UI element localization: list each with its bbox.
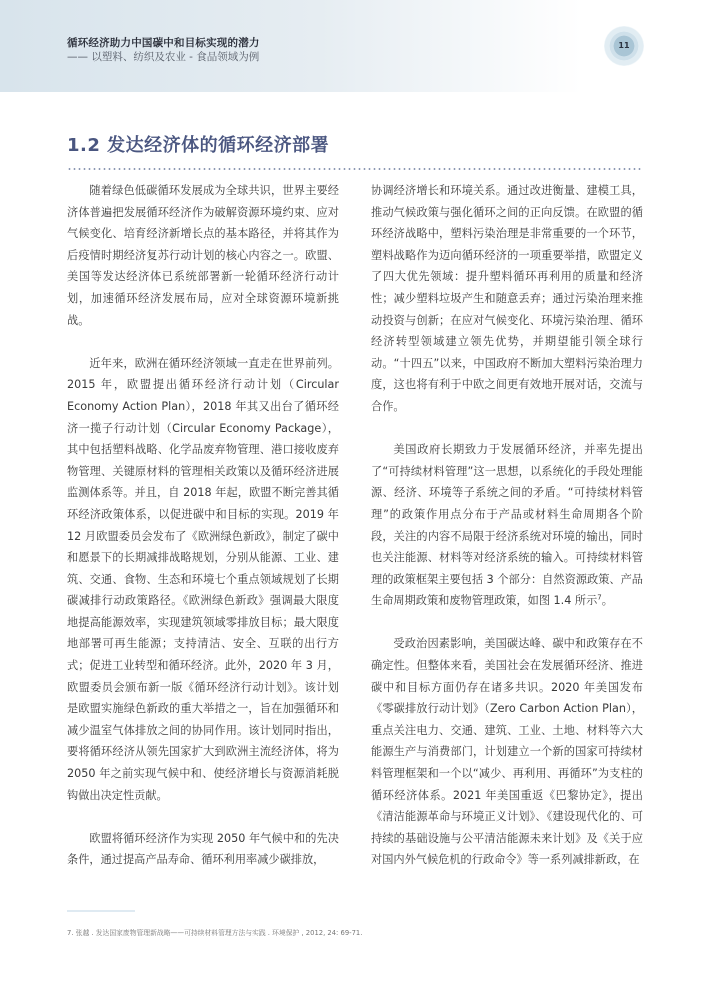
paragraph-us-politics: 受政治因素影响，美国碳达峰、碳中和政策存在不确定性。但整体来看，美国社会在发展循环经济、推进碳中和目标方面仍存在诸多共识。2020 年美国发布《零碳排放行动计划》（Zero Carbon Action Plan），重点关注电力、交通、建筑、工业、土地、材料等六大能源生产与消费部门，计划建立一个新的国家可持续材料管理框架和一个以“减少、再利用、再循环”为支柱的循环经济体系。2021 年美国重返《巴黎协定》，提出《清洁能源革命与环境正义计划》、《建设现代化的、可持续的基础设施与公平清洁能源未来计划》及《关于应对国内外气候危机的行政命令》等一系列减排新政，在 [371,637,643,867]
paragraph-us-policy-text: 美国政府长期致力于发展循环经济，并率先提出了“可持续材料管理”这一思想，以系统化的手段处理能源、经济、环境等子系统之间的矛盾。“可持续材料管理”的政策作用点分布于产品或材料生命周期各个阶段，关注的内容不局限于经济系统对环境的输出，同时也关注能源、材料等对经济系统的输入。可持续材料管理的政策框架主要包括 3 个部分：自然资源政策、产品生命周期政策和废物管理政策，如图 1.4 所示 [371,443,643,608]
running-title: 循环经济助力中国碳中和目标实现的潜力 [67,37,260,49]
paragraph-continuation: 协调经济增长和环境关系。通过改进衡量、建模工具，推动气候政策与强化循环之间的正向反馈。在欧盟的循环经济战略中，塑料污染治理是非常重要的一个环节，塑料战略作为迈向循环经济的一项重要举措，欧盟定义了四大优先领域：提升塑料循环再利用的质量和经济性；减少塑料垃圾产生和随意丢弃；通过污染治理来推动投资与创新；在应对气候变化、环境污染治理、循环经济转型领域建立领先优势，并期望能引领全球行动。“十四五”以来，中国政府不断加大塑料污染治理力度，这也将有利于中欧之间更有效地开展对话，交流与合作。 [371,184,643,413]
running-subtitle: —— 以塑料、纺织及农业 - 食品领域为例 [67,51,260,63]
paragraph-us-policy-end: 。 [601,594,613,608]
footnote: 7. 张越 . 发达国家废物管理新战略——可持续材料管理方法与实践 . 环境保护 , 2012, 24: 69-71. [67,929,363,937]
dotted-divider [67,168,643,170]
paragraph-eu-climate: 欧盟将循环经济作为实现 2050 年气候中和的先决条件，通过提高产品寿命、循环利用率减少碳排放， [67,831,339,867]
page-number: 11 [618,41,630,50]
paragraph-intro: 随着绿色低碳循环发展成为全球共识，世界主要经济体普遍把发展循环经济作为破解资源环境约束、应对气候变化、培育经济新增长点的基本路径，并将其作为后疫情时期经济复苏行动计划的核心内容之一。欧盟、美国等发达经济体已系统部署新一轮循环经济行动计划，加速循环经济发展布局，应对全球资源环境新挑战。 [67,184,339,327]
paragraph-europe: 近年来，欧洲在循环经济领域一直走在世界前列。2015 年，欧盟提出循环经济行动计划（Circular Economy Action Plan），2018 年其又出台了循环经济一揽子行动计划（Circular Economy Package），其中包括塑料战略、化学品废弃物管理、港口接收废弃物管理、关键原材料的管理相关政策以及循环经济进展监测体系等。并且，自 2018 年起，欧盟不断完善其循环经济政策体系，以促进碳中和目标的实现。2019 年 12 月欧盟委员会发布了《欧洲绿色新政》，制定了碳中和愿景下的长期减排战略规划，分别从能源、工业、建筑、交通、食物、生态和环境七个重点领域规划了长期碳减排行动政策路径。《欧洲绿色新政》强调最大限度地提高能源效率，实现建筑领域零排放目标；最大限度地部署可再生能源；支持清洁、安全、互联的出行方式；促进工业转型和循环经济。此外，2020 年 3 月，欧盟委员会颁布新一版《循环经济行动计划》。该计划是欧盟实施绿色新政的重大举措之一，旨在加强循环和减少温室气体排放之间的协同作用。该计划同时指出，要将循环经济从领先国家扩大到欧洲主流经济体，将为 2050 年之前实现气候中和、使经济增长与资源消耗脱钩做出决定性贡献。 [67,356,339,802]
paragraph-us-policy [371,439,643,612]
left-column [67,180,339,893]
section-heading: 1.2 发达经济体的循环经济部署 [67,135,330,156]
footnote-rule [67,910,135,912]
page-number-badge [604,26,644,66]
page-header [0,0,710,92]
footnote-reference[interactable]: 7 [597,593,602,602]
right-column [371,180,643,893]
